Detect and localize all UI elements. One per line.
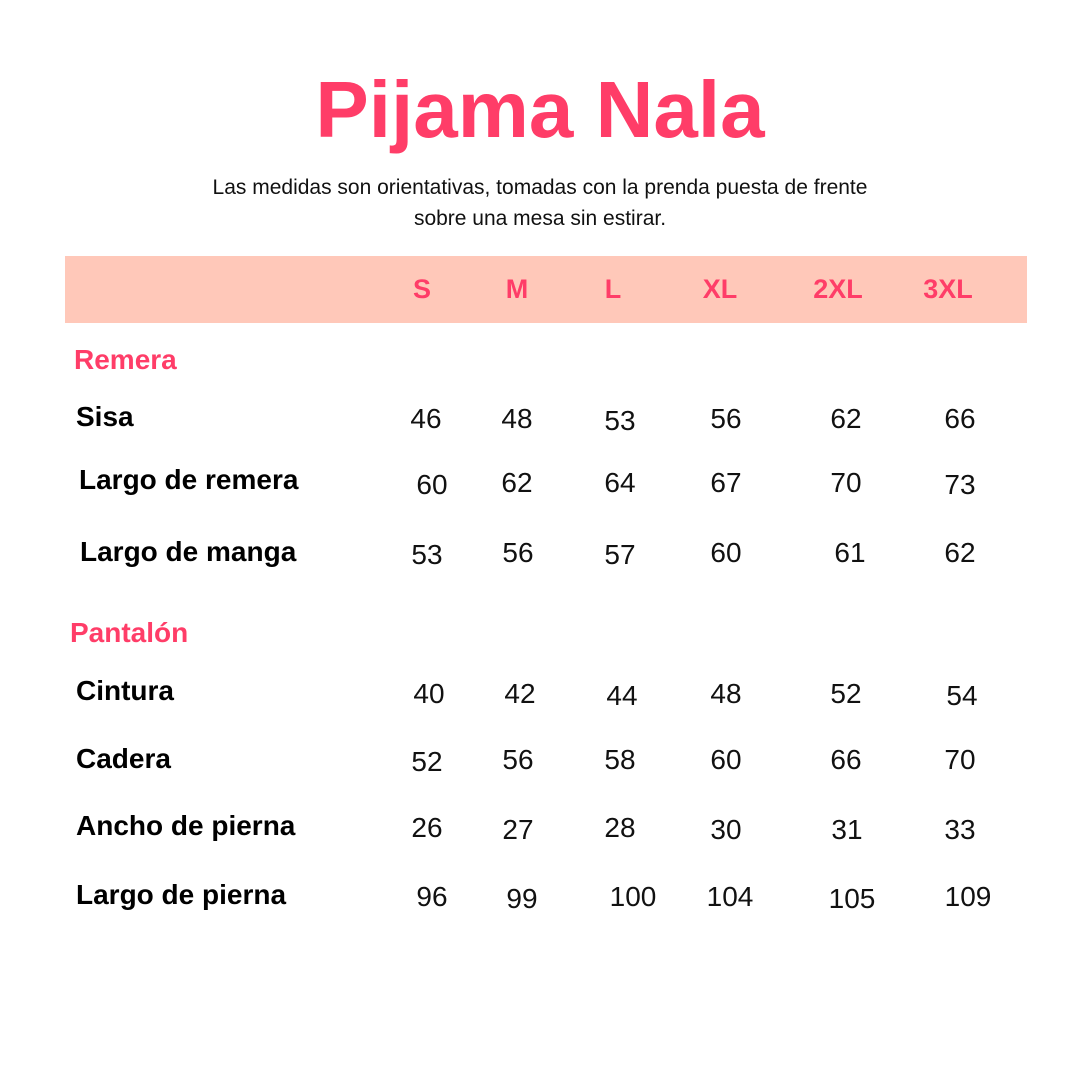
cell-largo-manga-3xl: 62 — [944, 537, 976, 568]
row-label-ancho-de-pierna: Ancho de pierna — [76, 810, 296, 841]
cell-ancho-pierna-3xl: 33 — [944, 814, 976, 845]
cell-ancho-pierna-xl: 30 — [710, 814, 742, 845]
size-header-s: S — [412, 274, 431, 304]
cell-ancho-pierna-l: 28 — [604, 812, 636, 843]
row-label-largo-de-pierna: Largo de pierna — [76, 879, 287, 910]
cell-cintura-l: 44 — [606, 680, 638, 711]
cell-largo-pierna-2xl: 105 — [828, 883, 876, 914]
cell-sisa-m: 48 — [501, 403, 533, 434]
cell-largo-pierna-m: 99 — [506, 883, 538, 914]
cell-largo-pierna-s: 96 — [416, 881, 448, 912]
cell-largo-manga-l: 57 — [604, 539, 636, 570]
row-label-sisa: Sisa — [76, 401, 134, 432]
cell-cadera-s: 52 — [411, 746, 443, 777]
cell-sisa-3xl: 66 — [944, 403, 976, 434]
row-label-largo-de-remera: Largo de remera — [79, 464, 299, 495]
cell-cadera-2xl: 66 — [830, 744, 862, 775]
cell-largo-remera-l: 64 — [604, 467, 636, 498]
cell-largo-pierna-l: 100 — [609, 881, 657, 912]
cell-ancho-pierna-s: 26 — [411, 812, 443, 843]
size-header-xl: XL — [702, 274, 738, 304]
cell-sisa-xl: 56 — [710, 403, 742, 434]
cell-largo-manga-xl: 60 — [710, 537, 742, 568]
size-header-2xl: 2XL — [813, 274, 863, 304]
cell-sisa-l: 53 — [604, 405, 636, 436]
cell-largo-remera-2xl: 70 — [830, 467, 862, 498]
cell-largo-manga-s: 53 — [411, 539, 443, 570]
cell-cintura-3xl: 54 — [946, 680, 978, 711]
size-header-3xl: 3XL — [923, 274, 973, 304]
subtitle — [140, 172, 940, 234]
cell-cadera-3xl: 70 — [944, 744, 976, 775]
size-header-l: L — [604, 274, 622, 304]
cell-cadera-m: 56 — [502, 744, 534, 775]
cell-largo-manga-2xl: 61 — [834, 537, 866, 568]
cell-cadera-xl: 60 — [710, 744, 742, 775]
cell-largo-remera-3xl: 73 — [944, 469, 976, 500]
cell-cintura-m: 42 — [504, 678, 536, 709]
cell-largo-pierna-3xl: 109 — [944, 881, 992, 912]
section-label-pantalon: Pantalón — [70, 617, 189, 648]
cell-largo-manga-m: 56 — [502, 537, 534, 568]
size-header-m: M — [505, 274, 529, 304]
section-label-remera: Remera — [74, 344, 177, 375]
page-title: Pijama Nala — [315, 65, 765, 154]
cell-largo-pierna-xl: 104 — [706, 881, 754, 912]
subtitle-line-1: Las medidas son orientativas, tomadas con la prenda puesta de frente — [212, 176, 868, 199]
row-label-cadera: Cadera — [76, 743, 171, 774]
cell-largo-remera-s: 60 — [416, 469, 448, 500]
cell-sisa-s: 46 — [410, 403, 442, 434]
cell-largo-remera-xl: 67 — [710, 467, 742, 498]
cell-cintura-xl: 48 — [710, 678, 742, 709]
cell-cadera-l: 58 — [604, 744, 636, 775]
subtitle-line-2: sobre una mesa sin estirar. — [413, 207, 667, 230]
cell-ancho-pierna-2xl: 31 — [831, 814, 863, 845]
cell-cintura-2xl: 52 — [830, 678, 862, 709]
cell-ancho-pierna-m: 27 — [502, 814, 534, 845]
cell-cintura-s: 40 — [413, 678, 445, 709]
row-label-cintura: Cintura — [76, 675, 174, 706]
row-label-largo-de-manga: Largo de manga — [80, 536, 297, 567]
cell-largo-remera-m: 62 — [501, 467, 533, 498]
cell-sisa-2xl: 62 — [830, 403, 862, 434]
